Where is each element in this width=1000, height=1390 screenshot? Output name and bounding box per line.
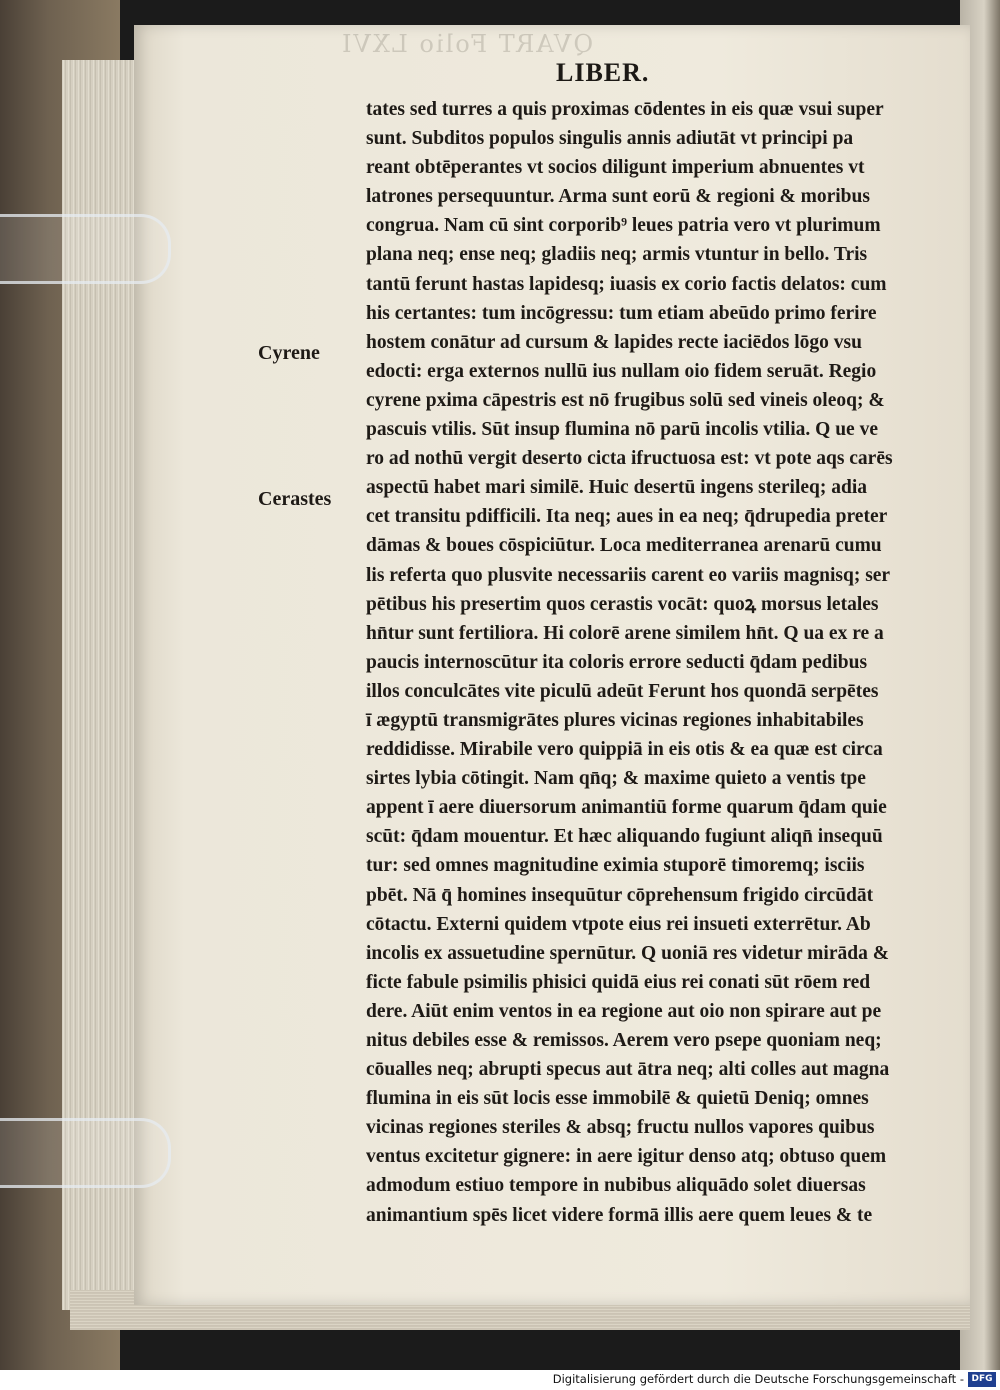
text-line: incolis ex assuetudine spernūtur. Q uoniā res videtur mirāda & [366, 942, 889, 964]
text-line: cōualles neq; abrupti specus aut ātra neq; alti colles aut magna [366, 1059, 890, 1081]
text-line: ro ad nothū vergit deserto cicta ifructuosa est: vt pote aqs carēs [366, 448, 893, 470]
text-line: hostem conātur ad cursum & lapides recte iaciēdos lōgo vsu [366, 331, 862, 353]
text-line: illos conculcātes vite piculū adeūt Ferunt hos quondā serpētes [366, 680, 879, 702]
text-line: animantium spēs licet videre formā illis aere quem leues & te [366, 1204, 873, 1226]
text-line: admodum estiuo tempore in nubibus aliquādo solet diuersas [366, 1175, 866, 1197]
text-line: pascuis vtilis. Sūt insup flumina nō parū incolis vtilia. Q ue ve [366, 419, 878, 441]
margin-note-cerastes: Cerastes [258, 488, 332, 510]
text-line: hn̄tur sunt fertiliora. Hi colorē arene similem hn̄t. Q ua ex re a [366, 622, 884, 644]
page-clip-bottom [0, 1118, 171, 1188]
text-line: scūt: q̄dam mouentur. Et hæc aliquando fugiunt aliqn̄ insequū [366, 826, 883, 848]
running-head: LIBER. [556, 58, 650, 87]
text-line: appent ī aere diuersorum animantiū forme quarum q̄dam quie [366, 797, 887, 819]
text-line: nitus debiles esse & remissos. Aerem vero psepe quoniam neq; [366, 1030, 882, 1051]
dfg-logo: DFG [968, 1372, 996, 1387]
text-line: reddidisse. Mirabile vero quippiā in eis otis & ea quæ est circa [366, 739, 883, 761]
text-line: cet transitu pdifficili. Ita neq; aues in ea neq; q̄drupedia preter [366, 506, 888, 528]
text-line: aspectū habet mari similē. Huic desertū ingens sterileq; adia [366, 477, 868, 499]
text-line: latrones persequuntur. Arma sunt eorū & regioni & moribus [366, 186, 870, 208]
text-line: dāmas & boues cōspiciūtur. Loca mediterranea arenarū cumu [366, 535, 882, 557]
text-line: lis referta quo plusvite necessariis carent eo variis magnisq; ser [366, 564, 891, 586]
margin-note-cyrene: Cyrene [258, 342, 320, 364]
text-line: tur: sed omnes magnitudine eximia stuporē timoremq; isciis [366, 855, 865, 877]
text-line: tantū ferunt hastas lapidesq; iuasis ex corio factis delatos: cum [366, 273, 887, 295]
text-line: pētibus his presertim quos cerastis vocāt: quoꝝ morsus letales [366, 593, 879, 615]
text-line: reant obtēperantes vt socios diligunt imperium abnuentes vt [366, 157, 865, 179]
text-line: vicinas regiones steriles & absq; fructu nullos vapores quibus [366, 1117, 875, 1139]
text-line: flumina in eis sūt locis esse immobilē & quietū Deniq; omnes [366, 1088, 869, 1110]
footer-bar [0, 1370, 1000, 1390]
bleed-through-text: QVART Folio LXVI [340, 30, 594, 58]
text-line: cyrene pxima cāpestris est nō frugibus solū sed vineis oleoq; & [366, 389, 885, 411]
text-line: ficte fabule psimilis phisici quidā eius rei conati sūt rōem red [366, 971, 871, 993]
footer-credit: Digitalisierung gefördert durch die Deutsche Forschungsgemeinschaft - [552, 1372, 964, 1386]
page-clip-top [0, 214, 171, 284]
text-line: edocti: erga externos nullū ius nullam oio fidem seruāt. Regio [366, 360, 877, 382]
text-line: dere. Aiūt enim ventos in ea regione aut oio non spirare aut pe [366, 1000, 882, 1022]
body-text [366, 95, 926, 1230]
text-line: ī ægyptū transmigrātes plures vicinas regiones inhabitabiles [366, 709, 864, 731]
text-line: ventus excitetur gignere: in aere igitur denso atq; obtuso quem [366, 1146, 887, 1168]
text-line: his certantes: tum incōgressu: tum etiam abeūdo primo ferire [366, 302, 877, 324]
text-line: congrua. Nam cū sint corporib⁹ leues patria vero vt plurimum [366, 215, 881, 237]
text-line: sunt. Subditos populos singulis annis adiutāt vt principi pa [366, 128, 854, 150]
text-line: paucis internoscūtur ita coloris errore seducti q̄dam pedibus [366, 651, 868, 673]
text-line: cōtactu. Externi quidem vtpote eius rei insueti exterrētur. Ab [366, 913, 871, 935]
text-line: pbēt. Nā q̄ homines insequūtur cōprehensum frigido circūdāt [366, 884, 874, 906]
text-line: sirtes lybia cōtingit. Nam qn̄q; & maxime quieto a ventis tpe [366, 768, 866, 790]
text-line: tates sed turres a quis proximas cōdentes in eis quæ vsui super [366, 99, 884, 120]
text-line: plana neq; ense neq; gladiis neq; armis vtuntur in bello. Tris [366, 244, 868, 266]
